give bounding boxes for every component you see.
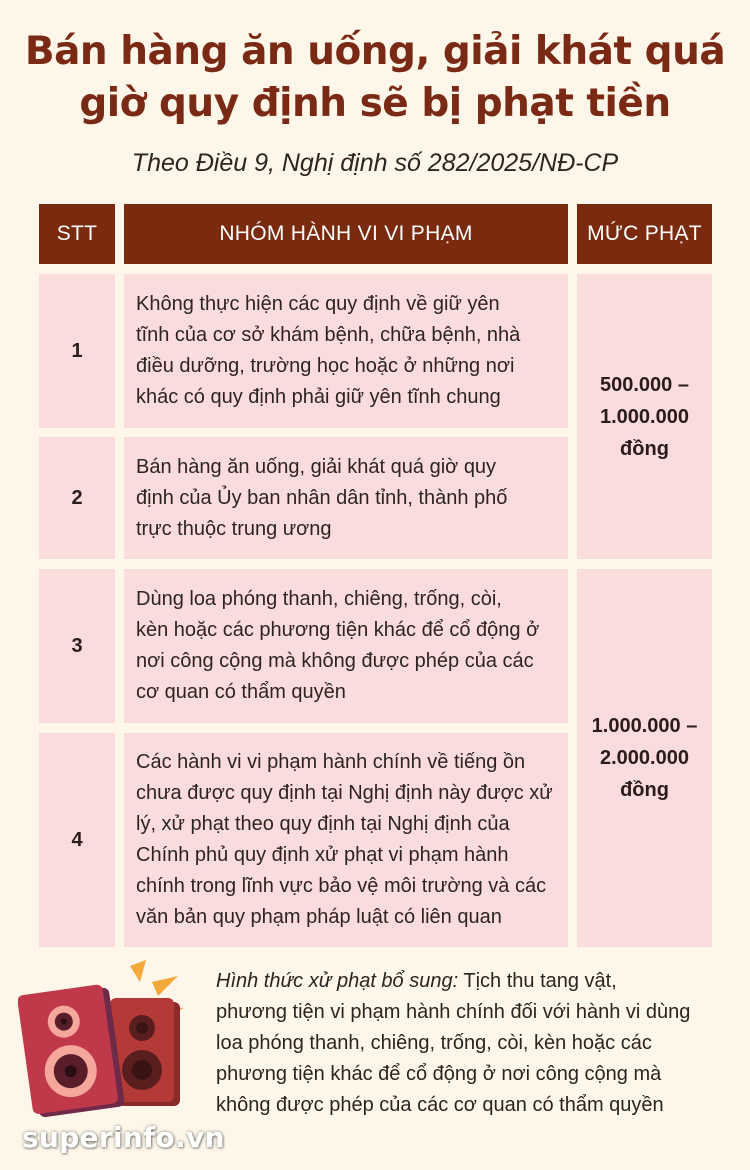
supplementary-line: phương tiện khác để cổ động ở nơi công cộng mà <box>216 1063 662 1085</box>
site-logo: superinfo.vn <box>22 1121 225 1154</box>
row-4-line: văn bản quy phạm pháp luật có liên quan <box>136 906 502 928</box>
supplementary-label: Hình thức xử phạt bổ sung: <box>216 970 459 992</box>
fine-2-line: 1.000.000 – <box>591 715 698 737</box>
fine-2-line: 2.000.000 <box>600 747 689 769</box>
row-1-number: 1 <box>39 274 115 428</box>
fine-group-1 <box>577 274 712 559</box>
row-2-description <box>124 437 568 559</box>
row-2-line: định của Ủy ban nhân dân tỉnh, thành phố <box>136 486 508 509</box>
row-4-line: chưa được quy định tại Nghị định này được xử <box>136 782 553 804</box>
supplementary-line: loa phóng thanh, chiêng, trống, còi, kèn hoặc các <box>216 1032 652 1054</box>
page-title <box>20 26 730 130</box>
row-2-number: 2 <box>39 437 115 559</box>
row-3-line: nơi công cộng mà không được phép của các <box>136 650 534 672</box>
row-1-line: tĩnh của cơ sở khám bệnh, chữa bệnh, nhà <box>136 324 521 346</box>
speaker-illustration-icon <box>18 958 198 1118</box>
title-line-2: giờ quy định sẽ bị phạt tiền <box>79 81 671 126</box>
row-4-line: Các hành vi vi phạm hành chính về tiếng ồn <box>136 751 526 773</box>
row-3-description <box>124 569 568 723</box>
row-1-line: khác có quy định phải giữ yên tĩnh chung <box>136 386 501 408</box>
fine-2-line: đồng <box>620 779 669 801</box>
row-4-description <box>124 733 568 947</box>
header-violation-group: NHÓM HÀNH VI VI PHẠM <box>124 204 568 264</box>
supplementary-line: Tịch thu tang vật, <box>458 970 617 992</box>
fine-1-line: 1.000.000 <box>600 405 689 428</box>
row-3-line: Dùng loa phóng thanh, chiêng, trống, còi, <box>136 588 502 610</box>
row-1-line: điều dưỡng, trường học hoặc ở những nơi <box>136 355 515 377</box>
header-fine: MỨC PHẠT <box>577 204 712 264</box>
fine-1-line: 500.000 – <box>600 373 689 396</box>
row-4-line: chính trong lĩnh vực bảo vệ môi trường và các <box>136 875 547 897</box>
row-2-line: trực thuộc trung ương <box>136 517 332 540</box>
fine-group-2 <box>577 569 712 947</box>
row-3-line: cơ quan có thẩm quyền <box>136 681 346 703</box>
header-stt: STT <box>39 204 115 264</box>
row-4-line: Chính phủ quy định xử phạt vi phạm hành <box>136 844 509 866</box>
supplementary-line: phương tiện vi phạm hành chính đối với hành vi dùng <box>216 1001 691 1023</box>
row-1-line: Không thực hiện các quy định về giữ yên <box>136 293 500 315</box>
row-2-line: Bán hàng ăn uống, giải khát quá giờ quy <box>136 455 497 478</box>
row-4-line: lý, xử phạt theo quy định tại Nghị định của <box>136 813 510 835</box>
supplementary-line: không được phép của các cơ quan có thẩm quyền <box>216 1094 664 1116</box>
row-1-description <box>124 274 568 428</box>
row-3-number: 3 <box>39 569 115 723</box>
title-line-1: Bán hàng ăn uống, giải khát quá <box>24 29 726 74</box>
row-4-number: 4 <box>39 733 115 947</box>
supplementary-penalty <box>216 966 728 1121</box>
page-subtitle: Theo Điều 9, Nghị định số 282/2025/NĐ-CP <box>131 149 619 177</box>
fine-1-line: đồng <box>620 437 669 460</box>
row-3-line: kèn hoặc các phương tiện khác để cổ động ở <box>136 619 540 641</box>
